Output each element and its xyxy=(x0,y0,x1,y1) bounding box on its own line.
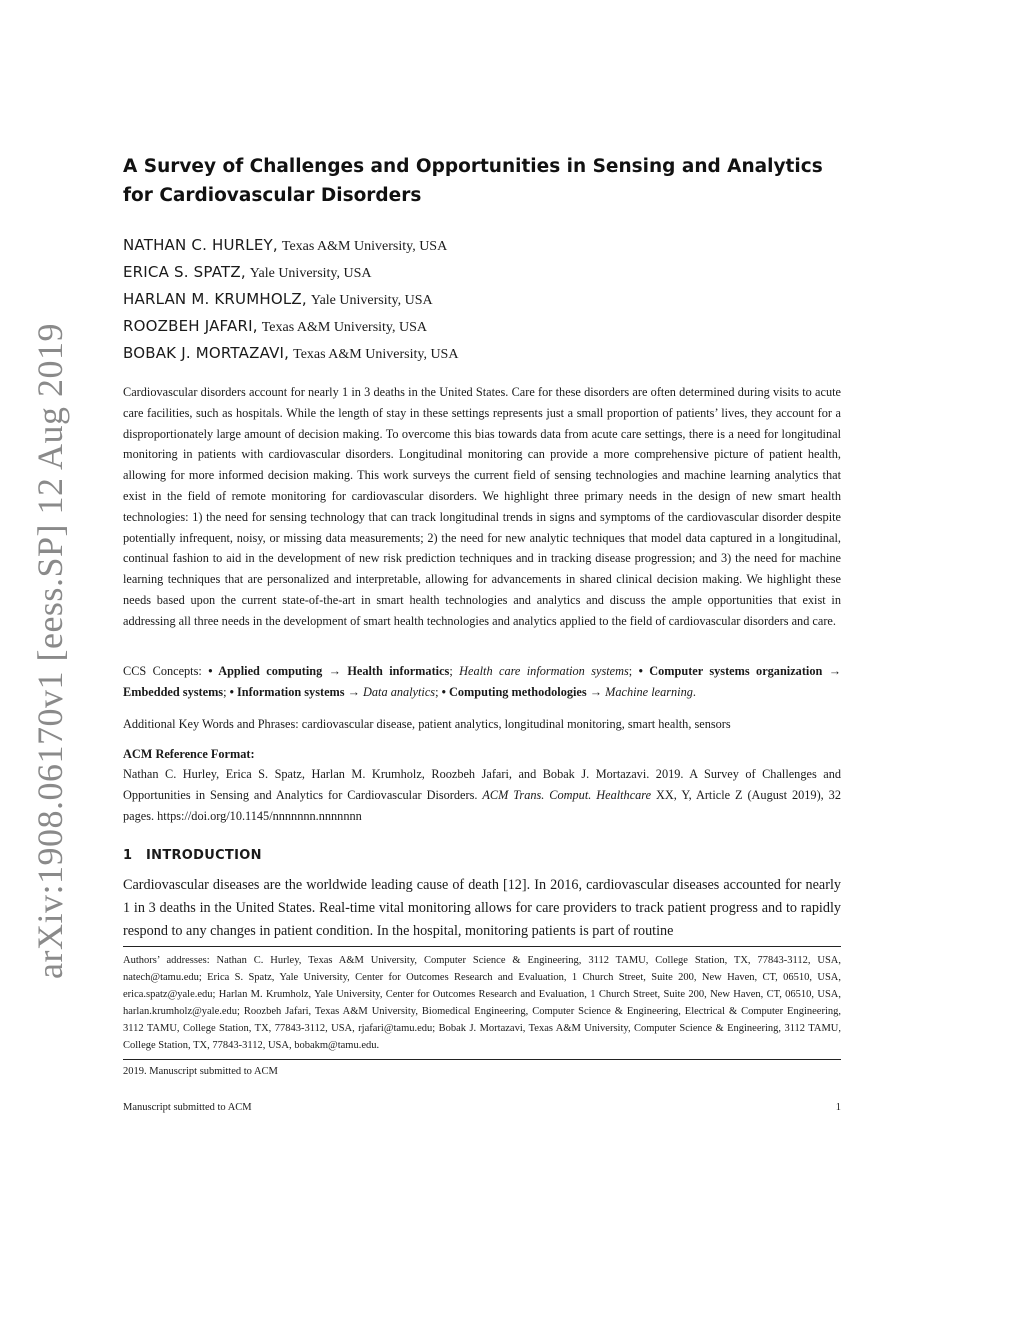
ccs-concepts xyxy=(123,661,841,703)
author-name: BOBAK J. MORTAZAVI, xyxy=(123,344,290,362)
ccs-arrow: → xyxy=(822,664,841,678)
copyright-divider xyxy=(123,1059,841,1060)
ccs-separator: ; xyxy=(435,684,442,699)
author-name: HARLAN M. KRUMHOLZ, xyxy=(123,290,307,308)
author-entry xyxy=(123,344,841,371)
abstract: Cardiovascular disorders account for nearly 1 in 3 deaths in the United States. Care for these disorders are often determined during visits to acute care facilities, such as hospitals. While the length of stay in these settings represents just a small proportion of patients’ lives, they account for a disproportionately large amount of decision making. To overcome this bias towards data from acute care settings, there is a need for longitudinal monitoring in patients with cardiovascular disorders. Longitudinal monitoring can provide a more comprehensive picture of patient health, allowing for more informed decision making. This work surveys the current field of sensing technologies and machine learning analytics that exist in the field of remote monitoring for cardiovascular disorders. We highlight three primary needs in the design of new smart health technologies: 1) the need for sensing technology that can track longitudinal trends in signs and symptoms of the cardiovascular disorder despite potentially infrequent, noisy, or missing data measurements; 2) the need for new analytic techniques that model data captured in a longitudinal, continual fashion to aid in the development of new risk prediction techniques and in tracking disease progression; and 3) the need for machine learning techniques that are personalized and interpretable, allowing for advancements in shared clinical decision making. We highlight these needs based upon the current state-of-the-art in smart health technologies and analytics and discuss the ample opportunities that exist in addressing all three needs in the development of smart health technologies and analytics applied to the field of cardiovascular disorders and care. xyxy=(123,385,841,628)
author-affiliation: Texas A&M University, USA xyxy=(281,239,448,254)
introduction-paragraph: Cardiovascular diseases are the worldwide leading cause of death [12]. In 2016, cardiovascular diseases accounted for nearly 1 in 3 deaths in the United States. Real-time vital monitoring allows for care providers to track patient progress and to rapidly respond to any changes in patient condition. In the hospital, monitoring patients is part of routine xyxy=(123,877,841,939)
arxiv-identifier-stamp: arXiv:1908.06170v1 [eess.SP] 12 Aug 2019 xyxy=(30,323,71,979)
author-name: ERICA S. SPATZ, xyxy=(123,263,246,281)
author-entry xyxy=(123,263,841,290)
acm-reference-text xyxy=(123,764,841,826)
ccs-term: • Computing methodologies xyxy=(441,684,587,699)
manuscript-note: 2019. Manuscript submitted to ACM xyxy=(123,1066,278,1077)
footer-venue: Manuscript submitted to ACM xyxy=(123,1102,252,1113)
author-affiliation: Texas A&M University, USA xyxy=(293,347,459,362)
author-affiliation: Texas A&M University, USA xyxy=(261,320,428,335)
author-entry xyxy=(123,290,841,317)
ccs-term: Machine learning xyxy=(605,684,693,699)
ccs-separator: ; xyxy=(223,684,230,699)
keywords: Additional Key Words and Phrases: cardiovascular disease, patient analytics, longitudinal monitoring, smart health, sensors xyxy=(123,717,731,731)
authors-addresses-footnote: Authors’ addresses: Nathan C. Hurley, Texas A&M University, Computer Science & Engineering, 3112 TAMU, College Station, TX, 77843-3112, USA, natech@tamu.edu; Erica S. Spatz, Yale University, Center for Outcomes Research and Evaluation, 1 Church Street, Suite 200, New Haven, CT, 06510, USA, erica.spatz@yale.edu; Harlan M. Krumholz, Yale University, Center for Outcomes Research and Evaluation, 1 Church Street, Suite 200, New Haven, CT, 06510, USA, harlan.krumholz@yale.edu; Roozbeh Jafari, Texas A&M University, Biomedical Engineering, Computer Science & Engineering, Electrical & Computer Engineering, 3112 TAMU, College Station, TX, 77843-3112, USA, rjafari@tamu.edu; Bobak J. Mortazavi, Texas A&M University, Computer Science & Engineering, 3112 TAMU, College Station, TX, 77843-3112, USA, bobakm@tamu.edu. xyxy=(123,955,841,1051)
author-list xyxy=(123,236,841,371)
paper-title: A Survey of Challenges and Opportunities in Sensing and Analytics for Cardiovascular Disorders xyxy=(123,156,823,206)
acm-reference-journal: ACM Trans. Comput. Healthcare xyxy=(482,787,652,802)
ccs-separator: ; xyxy=(449,664,460,678)
section-heading xyxy=(123,848,841,863)
page-number: 1 xyxy=(835,1102,841,1113)
author-name: ROOZBEH JAFARI, xyxy=(123,317,258,335)
page-footer xyxy=(123,1102,841,1113)
author-affiliation: Yale University, USA xyxy=(310,293,433,308)
acm-reference-citation: Nathan C. Hurley, Erica S. Spatz, Harlan M. Krumholz, Roozbeh Jafari, and Bobak J. Mortazavi. 2019. A Survey of Challenges and Opportunities in Sensing and Analytics for Cardiovascular Disorders. xyxy=(123,767,841,802)
acm-reference-heading: ACM Reference Format: xyxy=(123,747,255,761)
author-name: NATHAN C. HURLEY, xyxy=(123,236,278,254)
ccs-term: • Computer systems organization xyxy=(638,664,823,678)
ccs-term: • Applied computing xyxy=(208,664,323,678)
ccs-arrow: → xyxy=(586,684,606,699)
ccs-separator: ; xyxy=(628,664,639,678)
ccs-label: CCS Concepts: xyxy=(123,664,209,678)
section-number: 1 xyxy=(123,848,133,863)
ccs-term: Embedded systems xyxy=(123,684,224,699)
author-entry xyxy=(123,236,841,263)
ccs-end: . xyxy=(692,684,696,699)
ccs-term: Health care information systems xyxy=(459,664,629,678)
acm-reference-details: XX, Y, Article Z (August 2019), 32 pages. https://doi.org/10.1145/nnnnnnn.nnnnnnn xyxy=(123,787,841,823)
ccs-arrow: → xyxy=(344,684,364,699)
ccs-arrow: → xyxy=(322,664,348,678)
ccs-term: Data analytics xyxy=(363,684,436,699)
author-entry xyxy=(123,317,841,344)
author-affiliation: Yale University, USA xyxy=(249,266,372,281)
ccs-term: • Information systems xyxy=(229,684,345,699)
ccs-term: Health informatics xyxy=(347,664,450,678)
footnote-divider xyxy=(123,946,841,947)
section-title: INTRODUCTION xyxy=(146,848,262,863)
